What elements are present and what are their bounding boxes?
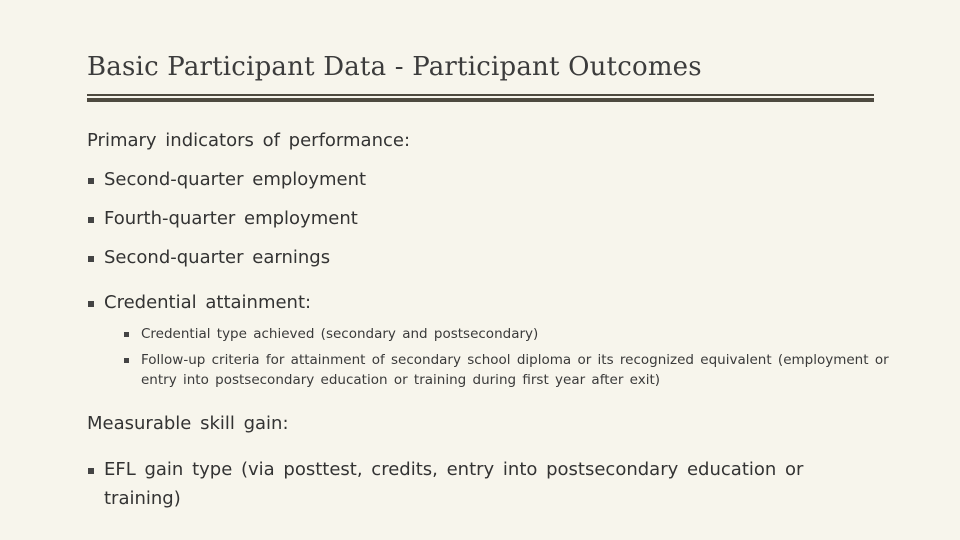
list-item: Second-quarter employment bbox=[104, 169, 367, 190]
square-bullet-icon bbox=[88, 217, 94, 223]
square-bullet-icon bbox=[124, 332, 129, 337]
section-heading-primary-indicators: Primary indicators of performance: bbox=[87, 130, 411, 151]
title-divider-thin bbox=[87, 94, 874, 96]
sub-list-item: Credential type achieved (secondary and postsecondary) bbox=[141, 326, 539, 342]
list-item: EFL gain type (via posttest, credits, entry into postsecondary education or bbox=[104, 459, 804, 480]
square-bullet-icon bbox=[88, 468, 94, 474]
section-heading-measurable-skill-gain: Measurable skill gain: bbox=[87, 413, 289, 434]
slide-title: Basic Participant Data - Participant Outcomes bbox=[87, 52, 702, 82]
list-item-continuation: training) bbox=[104, 488, 181, 509]
sub-list-item-continuation: entry into postsecondary education or training during first year after exit) bbox=[141, 372, 661, 388]
square-bullet-icon bbox=[88, 301, 94, 307]
square-bullet-icon bbox=[124, 358, 129, 363]
list-item: Credential attainment: bbox=[104, 292, 312, 313]
sub-list-item: Follow-up criteria for attainment of secondary school diploma or its recognized equivalent (employment or bbox=[141, 352, 889, 368]
title-divider-thick bbox=[87, 98, 874, 102]
list-item: Fourth-quarter employment bbox=[104, 208, 358, 229]
square-bullet-icon bbox=[88, 256, 94, 262]
square-bullet-icon bbox=[88, 178, 94, 184]
list-item: Second-quarter earnings bbox=[104, 247, 331, 268]
